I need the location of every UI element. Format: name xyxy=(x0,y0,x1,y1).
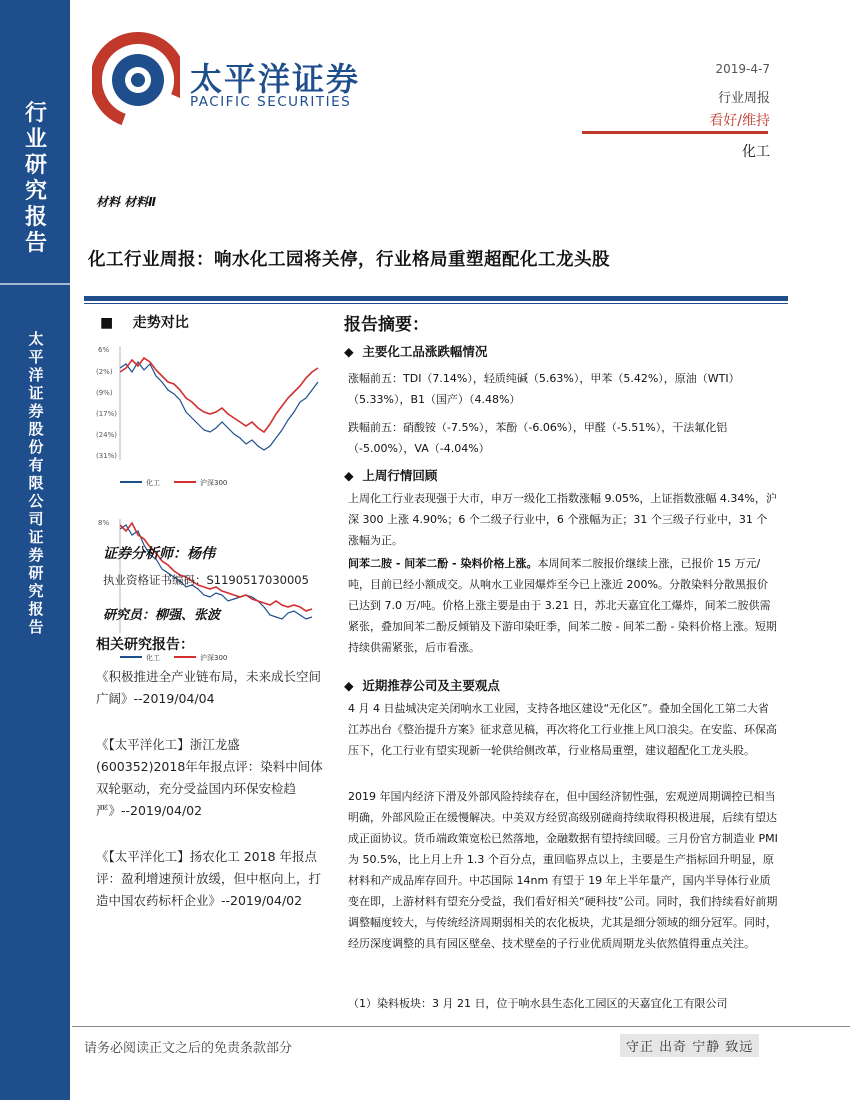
chart2-legend-hs300: 沪深300 xyxy=(200,654,228,662)
section-header-market-review: ◆ 上周行情回顾 xyxy=(344,468,438,483)
market-review-text: 上周化工行业表现强于大市，申万一级化工指数涨幅 9.05%，上证指数涨幅 4.34%，沪深 300 上涨 4.90%；6 个二级子行业中，6 个涨幅为正；31 个三级子行业中，31 个涨幅为正。 xyxy=(348,492,777,547)
materials-category: 材料 材料Ⅱ xyxy=(96,195,157,209)
chart1-series-chemical xyxy=(120,362,318,450)
researchers: 研究员：柳强、张波 xyxy=(103,608,221,623)
chart1-series-hs300 xyxy=(120,358,318,432)
chart1-ytick: (9%) xyxy=(96,389,113,397)
analyst-name: 证券分析师：杨伟 xyxy=(103,546,215,562)
chart1-ytick: 6% xyxy=(98,346,110,354)
sidebar-top-label: 行业研究报告 xyxy=(24,100,47,256)
related-reports-header: 相关研究报告： xyxy=(96,637,194,653)
sidebar-divider xyxy=(0,283,70,285)
view-paragraph-1: 4 月 4 日盐城决定关闭响水工业园，支持各地区建设“无化区”。叠加全国化工第二大省江苏出台《整治提升方案》征求意见稿，再次将化工行业推上风口浪尖。在安监、环保高压下，化工行业有望实现新一轮供给侧改革，行业格局重塑，建议超配化工龙头股。 xyxy=(348,702,777,757)
sidebar-top xyxy=(0,0,70,283)
dye-price-text: 本周间苯二胺报价继续上涨，已报价 15 万元/吨，目前已经小额成交。从响水工业园爆炸至今已上涨近 200%。分散染料分散黑报价已达到 7.0 万/吨。价格上涨主要是由于 3.21 日，苏北天嘉宜化工爆炸，间苯二胺供需紧张，叠加间苯二酚反倾销及下游印染旺季，间苯二胺 - 间苯二酚 - 染料价格上涨。短期持续供需紧张，后市看涨。 xyxy=(348,557,777,654)
report-title: 化工行业周报：响水化工园将关停，行业格局重塑超配化工龙头股 xyxy=(88,250,610,270)
title-divider-thin xyxy=(84,303,788,304)
trend-chart-1 xyxy=(96,342,326,492)
chart1-ytick: (17%) xyxy=(96,410,118,418)
dye-price-paragraph xyxy=(348,553,778,658)
rating-label: 看好/维持 xyxy=(709,113,770,129)
chart1-ytick: (2%) xyxy=(96,368,113,376)
view-paragraph-3: （1）染料板块：3 月 21 日，位于响水县生态化工园区的天嘉宜化工有限公司 xyxy=(348,997,728,1010)
chart2-series-hs300 xyxy=(120,523,312,611)
analyst-license: 执业资格证书编码：S1190517030005 xyxy=(103,573,309,587)
section-header-price-changes: ◆ 主要化工品涨跌幅情况 xyxy=(344,344,488,359)
chart1-legend-hs300: 沪深300 xyxy=(200,479,228,487)
chart1-legend-chemical: 化工 xyxy=(146,479,160,487)
logo-english-name: PACIFIC SECURITIES xyxy=(190,94,352,110)
section-header-recommendations: ◆ 近期推荐公司及主要观点 xyxy=(344,678,500,693)
report-date: 2019-4-7 xyxy=(715,62,770,76)
sector-label: 化工 xyxy=(742,144,770,160)
top-gainers: 涨幅前五：TDI（7.14%），轻质纯碱（5.63%），甲苯（5.42%），原油（WTI）（5.33%），B1（国产）（4.48%） xyxy=(348,372,740,406)
title-divider xyxy=(84,296,788,301)
rating-underline xyxy=(582,131,768,134)
view-paragraph-2: 2019 年国内经济下滑及外部风险持续存在，但中国经济韧性强，宏观逆周期调控已相当明确，外部风险正在缓慢解决。中美双方经贸高级别磋商持续取得积极进展，后续有望达成正面协议。货币端政策宽松已然落地，金融数据有望持续回暖。三月份官方制造业 PMI 为 50.5%，比上月上升 1.3 个百分点，重回临界点以上，主要是生产指标回升明显，原材料和产成品库存回升。中芯国际 14nm 有望于 19 年上半年量产，国内半导体行业质变在即，上游材料有望充分受益，我们看好相关“硬科技”公司。同时，我们持续看好前期调整幅度较大，与传统经济周期弱相关的农化板块，尤其是细分领域的细分冠军。同时，经历深度调整的具有园区壁垒、技术壁垒的子行业优质周期龙头依然值得重点关注。 xyxy=(348,790,778,950)
dye-price-heading: 间苯二胺 - 间苯二酚 - 染料价格上涨。 xyxy=(348,557,538,570)
footer-divider xyxy=(72,1026,850,1027)
logo-chinese-name: 太平洋证券 xyxy=(190,60,361,98)
chart2-ytick: 8% xyxy=(98,519,110,527)
trend-header: ■ 走势对比 xyxy=(100,315,189,331)
chart1-ytick: (24%) xyxy=(96,431,118,439)
sidebar-bottom-label: 太平洋证券股份有限公司证券研究报告 xyxy=(28,330,44,636)
related-report-link[interactable]: 《【太平洋化工】浙江龙盛(600352)2018年年报点评：染料中间体双轮驱动，充分受益国内环保安检趋严》--2019/04/02 xyxy=(96,737,323,818)
footer-motto: 守正 出奇 宁静 致远 xyxy=(620,1034,759,1057)
related-report-link[interactable]: 《【太平洋化工】扬农化工 2018 年报点评：盈利增速预计放缓，但中枢向上，打造中国农药标杆企业》--2019/04/02 xyxy=(96,849,322,908)
chart1-ytick: (31%) xyxy=(96,452,118,460)
company-logo-icon xyxy=(92,20,180,140)
report-type: 行业周报 xyxy=(717,91,770,106)
top-losers: 跌幅前五：硝酸铵（-7.5%），苯酚（-6.06%），甲醛（-5.51%），干法氟化铝（-5.00%），VA（-4.04%） xyxy=(348,421,728,455)
related-report-link[interactable]: 《积极推进全产业链布局，未来成长空间广阔》--2019/04/04 xyxy=(96,669,322,706)
footer-disclaimer: 请务必阅读正文之后的免责条款部分 xyxy=(84,1041,293,1056)
chart2-legend-chemical: 化工 xyxy=(146,654,160,662)
summary-header: 报告摘要： xyxy=(344,315,429,335)
